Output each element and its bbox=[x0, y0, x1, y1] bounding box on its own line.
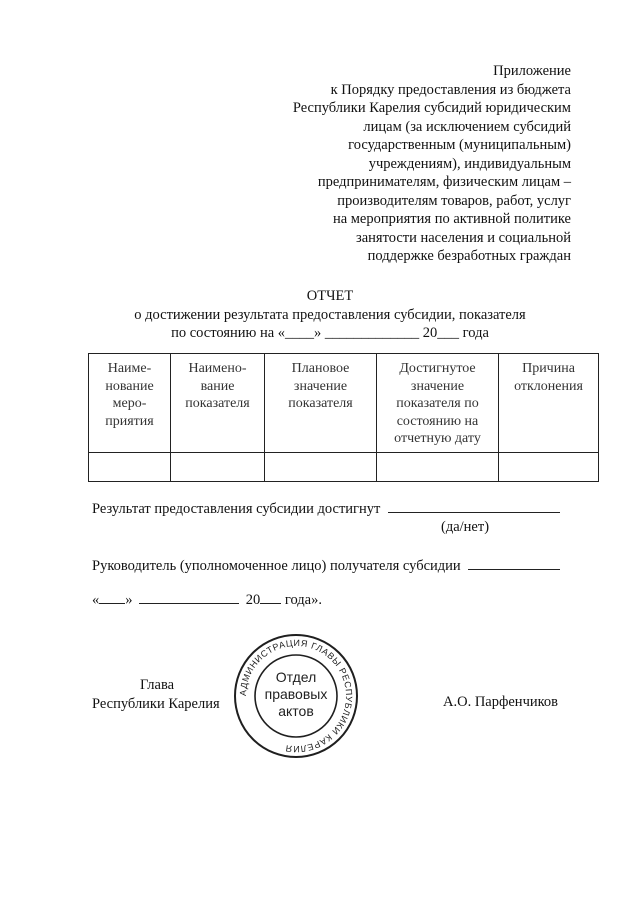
appendix-line: занятости населения и социальной bbox=[355, 229, 571, 246]
appendix-line: предпринимателям, физическим лицам – bbox=[317, 174, 571, 190]
appendix-line: государственным (муниципальным) bbox=[348, 137, 571, 153]
result-hint: (да/нет) bbox=[441, 519, 490, 535]
header-cell-deviation-reason: Причина отклонения bbox=[499, 354, 599, 453]
appendix-line: на мероприятия по активной политике bbox=[332, 211, 571, 227]
stamp-graphic bbox=[233, 633, 359, 759]
appendix-line: Республики Карелия субсидий юридическим bbox=[292, 100, 571, 116]
appendix-line: поддержке безработных граждан bbox=[367, 248, 571, 264]
appendix-line: учреждениям), индивидуальным bbox=[368, 155, 571, 172]
date-footer bbox=[92, 591, 322, 610]
table-cell bbox=[265, 453, 377, 482]
table-cell bbox=[499, 453, 599, 482]
day-blank bbox=[99, 591, 125, 604]
header-cell-planned-value: Плановое значение показателя bbox=[265, 354, 377, 453]
date-quote-open: « bbox=[92, 592, 100, 608]
table-cell bbox=[89, 453, 171, 482]
table-cell bbox=[377, 453, 499, 482]
report-subtitle: о достижении результата предоставления субсидии, показателя bbox=[134, 306, 526, 323]
appendix-line: лицам (за исключением субсидий bbox=[363, 118, 571, 135]
table-header-row bbox=[89, 354, 599, 453]
header-cell-indicator-name: Наимено- вание показателя bbox=[171, 354, 265, 453]
result-blank bbox=[388, 500, 560, 513]
manager-label: Руководитель (уполномоченное лицо) получателя субсидии bbox=[92, 558, 461, 574]
stamp-line-1: Отдел bbox=[275, 669, 317, 685]
year-blank bbox=[260, 591, 281, 604]
stamp-ring-text: АДМИНИСТРАЦИЯ ГЛАВЫ РЕСПУБЛИКИ КАРЕЛИЯ bbox=[237, 637, 355, 755]
report-title: ОТЧЕТ bbox=[306, 288, 354, 304]
appendix-line: к Порядку предоставления из бюджета bbox=[330, 81, 571, 98]
header-cell-event: Наиме- нование меро- приятия bbox=[89, 354, 171, 453]
signatory-position bbox=[92, 676, 232, 713]
result-line bbox=[92, 500, 560, 519]
report-title-block bbox=[0, 287, 640, 343]
year-suffix: года». bbox=[284, 592, 322, 608]
report-date-line: по состоянию на «____» _____________ 20___ года bbox=[171, 325, 489, 341]
stamp-line-2: правовых bbox=[264, 686, 328, 702]
header-cell-achieved-value: Достигнутое значение показателя по состоянию на отчетную дату bbox=[377, 354, 499, 453]
signatory-name: А.О. Парфенчиков bbox=[443, 694, 559, 710]
appendix-line: производителям товаров, работ, услуг bbox=[337, 192, 571, 209]
report-table bbox=[88, 353, 599, 482]
table-cell bbox=[171, 453, 265, 482]
result-label: Результат предоставления субсидии достигнут bbox=[92, 501, 381, 517]
year-prefix: 20 bbox=[245, 592, 261, 608]
table-row bbox=[89, 453, 599, 482]
manager-signature-blank bbox=[468, 557, 560, 570]
position-line: Глава bbox=[140, 677, 175, 693]
position-line: Республики Карелия bbox=[92, 695, 220, 712]
stamp-line-3: актов bbox=[278, 703, 314, 719]
date-quote-close: » bbox=[125, 592, 133, 608]
appendix-header bbox=[261, 62, 571, 266]
month-blank bbox=[139, 591, 239, 604]
stamp-seal bbox=[233, 633, 359, 759]
manager-line bbox=[92, 557, 560, 576]
appendix-line: Приложение bbox=[493, 63, 571, 79]
